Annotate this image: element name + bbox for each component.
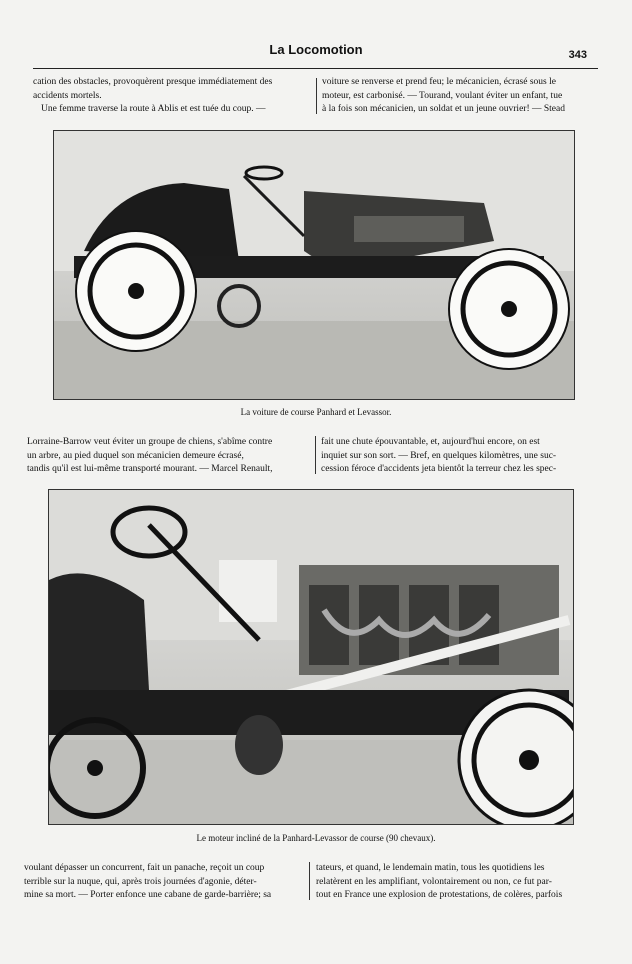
text-line: terrible sur la nuque, qui, après trois journées d'agonie, déter- [24, 876, 257, 887]
photo-caption-1: La voiture de course Panhard et Levassor. [240, 407, 392, 417]
text-line: tandis qu'il est lui-même transporté mourant. — Marcel Renault, [27, 464, 273, 474]
text-line: cession féroce d'accidents jeta bientôt la terreur chez les spec- [321, 464, 557, 474]
text-line: fait une chute épouvantable, et, aujourd'hui encore, on est [321, 437, 540, 447]
text-column-left-1 [33, 76, 309, 117]
column-divider [316, 78, 317, 114]
text-line: relatèrent en les amplifiant, volontairement ou non, ce fut par- [316, 876, 552, 887]
column-divider [309, 862, 310, 900]
text-line: à la fois son mécanicien, un soldat et un jeune ouvrier! — Stead [322, 104, 565, 114]
text-column-left-2 [27, 436, 307, 477]
text-line: Une femme traverse la route à Ablis et est tuée du coup. — [41, 104, 266, 114]
text-line: Lorraine-Barrow veut éviter un groupe de chiens, s'abîme contre [27, 437, 273, 447]
text-line: voulant dépasser un concurrent, fait un panache, reçoit un coup [24, 863, 265, 873]
text-line: voiture se renverse et prend feu; le mécanicien, écrasé sous le [322, 77, 556, 87]
text-line: cation des obstacles, provoquèrent presque immédiatement des [33, 77, 273, 87]
running-title: La Locomotion [269, 42, 363, 57]
text-column-right-2 [321, 436, 599, 477]
text-line: moteur, est carbonisé. — Tourand, voulant éviter un enfant, tue [322, 90, 563, 101]
text-column-left-3 [24, 862, 302, 903]
text-line: accidents mortels. [33, 90, 102, 101]
photo-caption-2: Le moteur incliné de la Panhard-Levassor de course (90 chevaux). [196, 833, 436, 843]
column-divider [315, 436, 316, 474]
header-rule [33, 68, 598, 69]
text-column-right-3 [316, 862, 598, 903]
text-line: un arbre, au pied duquel son mécanicien demeure écrasé, [27, 450, 244, 461]
race-car-photo [53, 130, 575, 400]
text-line: mine sa mort. — Porter enfonce une cabane de garde-barrière; sa [24, 890, 272, 900]
text-column-right-1 [322, 76, 599, 117]
page-number: 343 [568, 49, 587, 61]
text-line: inquiet sur son sort. — Bref, en quelques kilomètres, une suc- [321, 450, 557, 461]
text-line: tateurs, et quand, le lendemain matin, tous les quotidiens les [316, 863, 545, 873]
engine-photo [48, 489, 574, 825]
text-line: tout en France une explosion de protestations, de colères, parfois [316, 890, 563, 900]
